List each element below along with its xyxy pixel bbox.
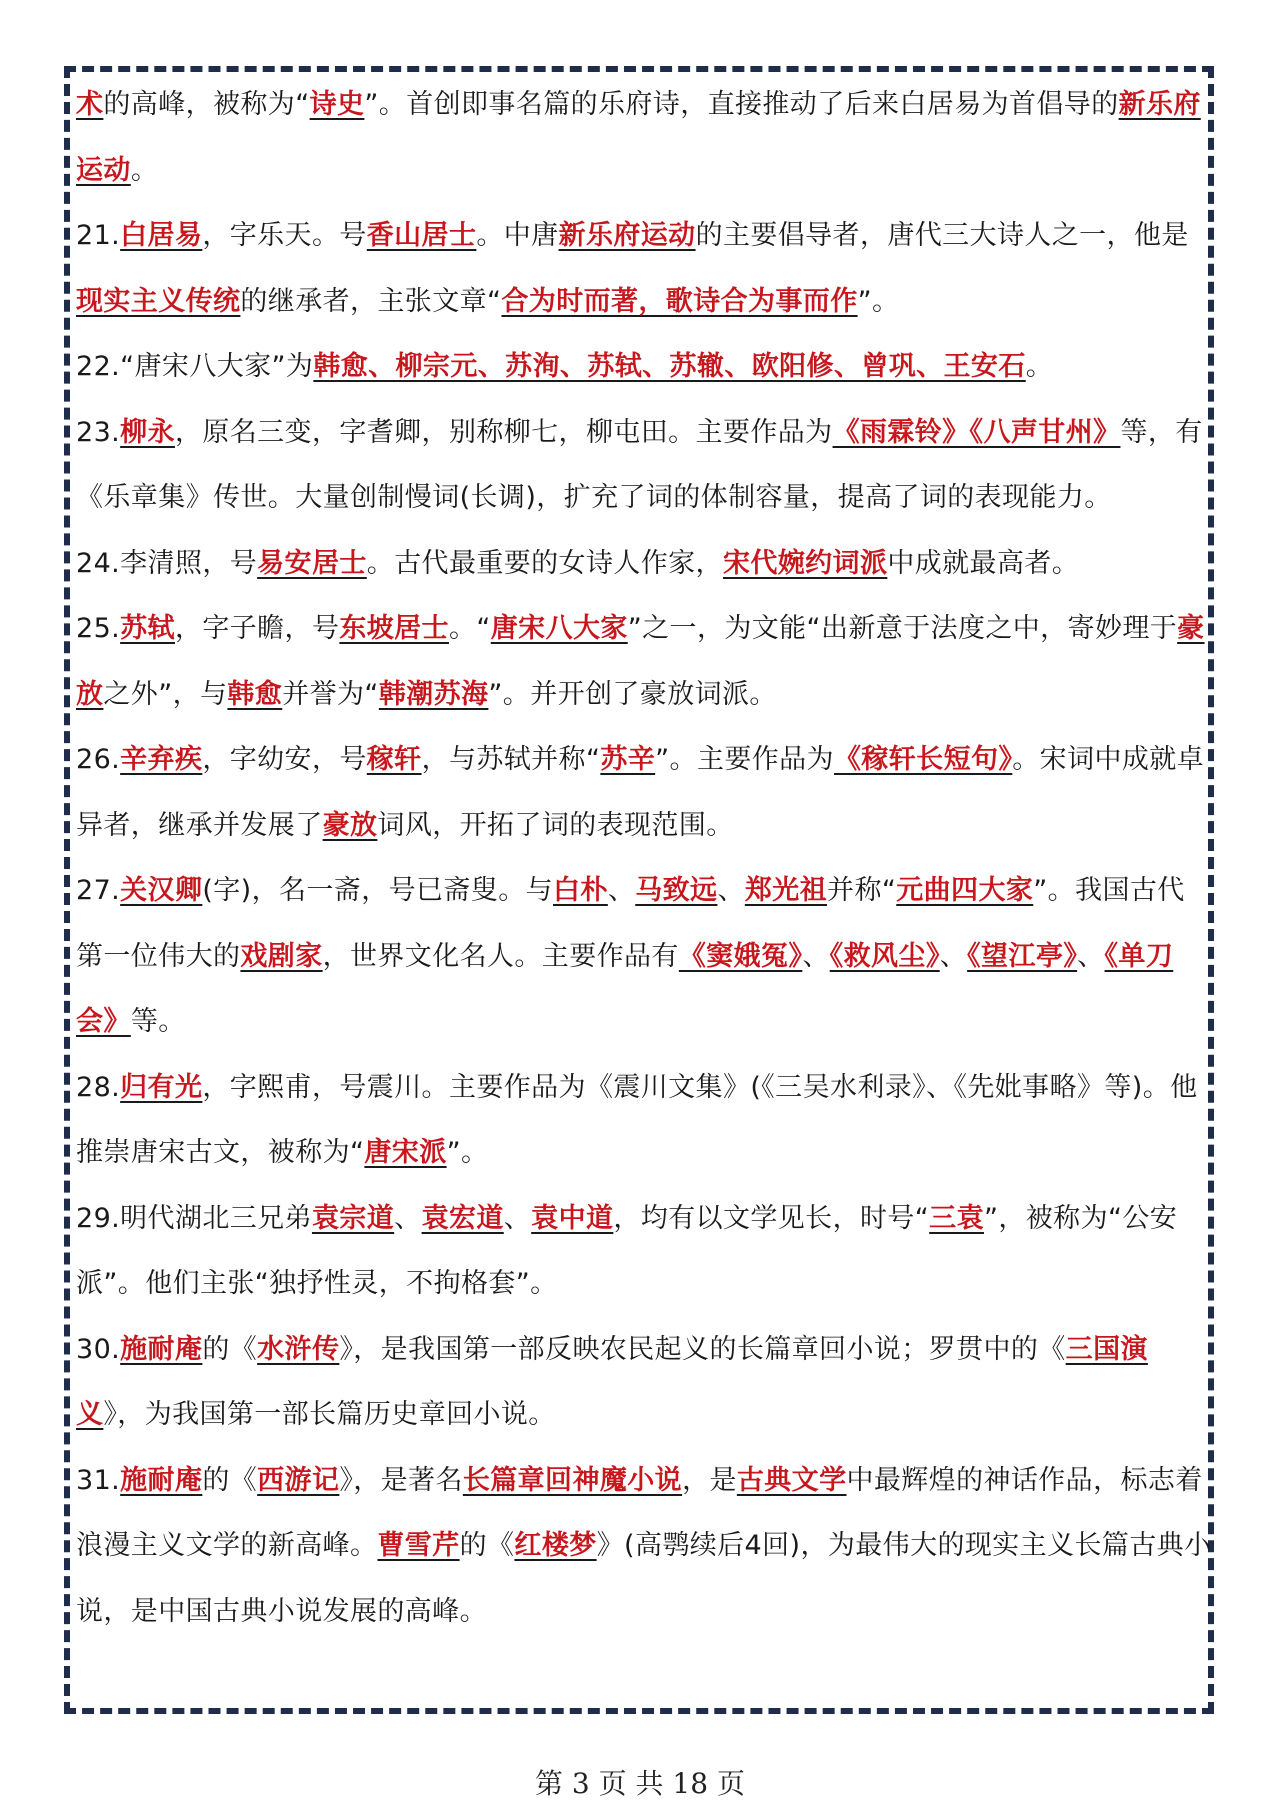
paragraph [76, 1186, 1212, 1317]
paragraph [76, 72, 1212, 203]
highlighted-term: 白居易 [120, 220, 203, 251]
highlighted-term: 白朴 [553, 875, 608, 906]
text-run: 21. [76, 220, 121, 251]
text-run: 中最辉煌的神话作品，标志着浪漫主义文学的新高峰。 [76, 1464, 1203, 1561]
highlighted-term: 宋代婉约词派 [722, 547, 888, 579]
text-run: 词风，开拓了词的表现范围。 [377, 809, 734, 841]
text-run: 的《 [202, 1333, 258, 1365]
highlighted-term: 《救风尘》 [829, 940, 940, 972]
text-run: 24.李清照，号 [76, 547, 258, 579]
text-run: 30. [76, 1333, 121, 1365]
highlighted-term: 施耐庵 [120, 1464, 203, 1496]
paragraph [76, 1055, 1212, 1186]
highlighted-term: 新乐府运动 [558, 220, 696, 251]
highlighted-term: 韩愈、柳宗元、苏洵、苏轼、苏辙、欧阳修、曾巩、王安石 [313, 351, 1026, 382]
highlighted-term: 现实主义传统 [76, 285, 241, 317]
highlighted-term: 曹雪芹 [377, 1530, 460, 1561]
text-run: 的《 [202, 1464, 258, 1496]
text-run: ”。并开创了豪放词派。 [488, 678, 777, 710]
text-run: 的继承者，主张文章“ [240, 285, 502, 317]
text-run: 、 [939, 940, 968, 972]
highlighted-term: 西游记 [257, 1464, 340, 1496]
highlighted-term: 易安居士 [257, 547, 367, 579]
text-run: ”。我国古代第一位伟大的 [76, 875, 1185, 972]
text-run: ，是 [682, 1464, 737, 1496]
highlighted-term: 《雨霖铃》《八声甘州》 [832, 416, 1121, 448]
highlighted-term: 唐宋派 [364, 1137, 447, 1168]
text-run: 29.明代湖北三兄弟 [76, 1202, 312, 1234]
text-run: 等，有《乐章集》传世。大量创制慢词(长调)，扩充了词的体制容量，提高了词的表现能力。 [76, 416, 1203, 513]
text-run: 25. [76, 613, 121, 644]
paragraph [76, 858, 1212, 1055]
highlighted-term: 红楼梦 [514, 1530, 597, 1561]
text-run: 并称“ [827, 875, 897, 906]
text-run: 。 [1025, 351, 1054, 382]
highlighted-term: 关汉卿 [120, 875, 203, 906]
paragraph [76, 596, 1212, 727]
document-body [76, 72, 1212, 1644]
text-run: 的主要倡导者，唐代三大诗人之一，他是 [695, 220, 1189, 251]
highlighted-term: 三国演义 [76, 1333, 1148, 1430]
text-run: 》，是著名 [339, 1464, 463, 1496]
highlighted-term: 《稼轩长短句》 [833, 744, 1013, 775]
highlighted-term: 《望江亭》 [967, 940, 1078, 972]
text-run: 》，为我国第一部长篇历史章回小说。 [103, 1399, 556, 1430]
highlighted-term: 苏轼 [120, 613, 175, 644]
page-number-label: 第 3 页 共 18 页 [535, 1767, 745, 1800]
paragraph [76, 203, 1212, 334]
highlighted-term: 术 [76, 89, 104, 120]
highlighted-term: 稼轩 [366, 744, 422, 775]
highlighted-term: 豪放 [76, 613, 1205, 710]
highlighted-term: 三袁 [929, 1202, 984, 1234]
text-run: 28. [76, 1071, 121, 1103]
text-run: 并誉为“ [282, 678, 379, 710]
highlighted-term: 归有光 [120, 1071, 203, 1103]
text-run: ”。 [857, 285, 900, 317]
text-run: 、 [802, 940, 830, 972]
highlighted-term: 韩潮苏海 [378, 678, 489, 710]
text-run: ”。主要作品为 [655, 744, 834, 775]
text-run: 的《 [459, 1530, 515, 1561]
highlighted-term: 唐宋八大家 [490, 613, 628, 644]
highlighted-term: 《窦娥冤》 [678, 940, 803, 972]
text-run: ，字子瞻，号 [174, 613, 340, 644]
highlighted-term: 马致远 [635, 875, 718, 906]
text-run: 中成就最高者。 [887, 547, 1080, 579]
text-run: 27. [76, 875, 121, 906]
text-run: 、 [503, 1202, 532, 1234]
highlighted-term: 辛弃疾 [120, 744, 203, 775]
highlighted-term: 苏辛 [600, 744, 656, 775]
text-run: 23. [76, 416, 121, 448]
highlighted-term: 长篇章回神魔小说 [462, 1464, 683, 1496]
text-run: ，与苏轼并称“ [421, 744, 601, 775]
highlighted-term: 《单刀会》 [76, 940, 1174, 1037]
highlighted-term: 诗史 [309, 89, 365, 120]
highlighted-term: 袁宗道 [311, 1202, 395, 1234]
text-run: ”。 [446, 1137, 489, 1168]
paragraph [76, 727, 1212, 858]
highlighted-term: 施耐庵 [120, 1333, 203, 1365]
paragraph [76, 400, 1212, 531]
paragraph [76, 1317, 1212, 1448]
highlighted-term: 元曲四大家 [896, 875, 1034, 906]
highlighted-term: 合为时而著，歌诗合为事而作 [501, 285, 858, 317]
text-run: 》(高鹗续后4回)，为最伟大的现实主义长篇古典小说，是中国古典小说发展的高峰。 [76, 1530, 1212, 1627]
text-run: 之外”，与 [103, 678, 228, 710]
text-run: 。 [130, 154, 159, 186]
text-run: ”。首创即事名篇的乐府诗，直接推动了后来白居易为首倡导的 [364, 89, 1119, 120]
highlighted-term: 豪放 [322, 809, 378, 841]
text-run: ，字乐天。号 [202, 220, 367, 251]
text-run: ，原名三变，字耆卿，别称柳七，柳屯田。主要作品为 [174, 416, 833, 448]
text-run: 、 [717, 875, 745, 906]
highlighted-term: 袁宏道 [421, 1202, 504, 1234]
highlighted-term: 水浒传 [257, 1333, 340, 1365]
highlighted-term: 郑光祖 [744, 875, 828, 906]
text-run: ，世界文化名人。主要作品有 [322, 940, 679, 972]
highlighted-term: 香山居士 [366, 220, 477, 251]
text-run: ，字熙甫，号震川。主要作品为《震川文集》(《三吴水利录》、《先妣事略》等)。他推崇唐宋古文，被称为“ [76, 1071, 1198, 1168]
text-run: ”之一，为文能“出新意于法度之中，寄妙理于 [627, 613, 1178, 644]
highlighted-term: 东坡居士 [339, 613, 449, 644]
text-run: 26. [76, 744, 121, 775]
text-run: 。宋词中成就卓异者，继承并发展了 [76, 744, 1205, 841]
highlighted-term: 韩愈 [227, 678, 283, 710]
text-run: 》，是我国第一部反映农民起义的长篇章回小说；罗贯中的《 [339, 1333, 1066, 1365]
text-run: 。“ [448, 613, 491, 644]
highlighted-term: 柳永 [120, 416, 175, 448]
paragraph [76, 1448, 1212, 1645]
text-run: 的高峰，被称为“ [103, 89, 310, 120]
text-run: 31. [76, 1464, 121, 1496]
text-run: ，字幼安，号 [202, 744, 367, 775]
text-run: 。中唐 [476, 220, 559, 251]
highlighted-term: 古典文学 [736, 1464, 847, 1496]
page-footer [0, 1762, 1280, 1802]
text-run: ，均有以文学见长，时号“ [613, 1202, 930, 1234]
paragraph [76, 334, 1212, 400]
highlighted-term: 戏剧家 [240, 940, 323, 972]
highlighted-term: 袁中道 [531, 1202, 614, 1234]
text-run: 等。 [130, 1006, 186, 1037]
text-run: 、 [394, 1202, 422, 1234]
text-run: 、 [607, 875, 636, 906]
text-run: 22.“唐宋八大家”为 [76, 351, 314, 382]
text-run: ”，被称为“公安派”。他们主张“独抒性灵，不拘格套”。 [76, 1202, 1178, 1299]
text-run: (字)，名一斋，号已斋叟。与 [202, 875, 554, 906]
text-run: 、 [1077, 940, 1105, 972]
paragraph [76, 531, 1212, 597]
highlighted-term: 新乐府运动 [76, 89, 1201, 186]
text-run: 。古代最重要的女诗人作家， [366, 547, 723, 579]
